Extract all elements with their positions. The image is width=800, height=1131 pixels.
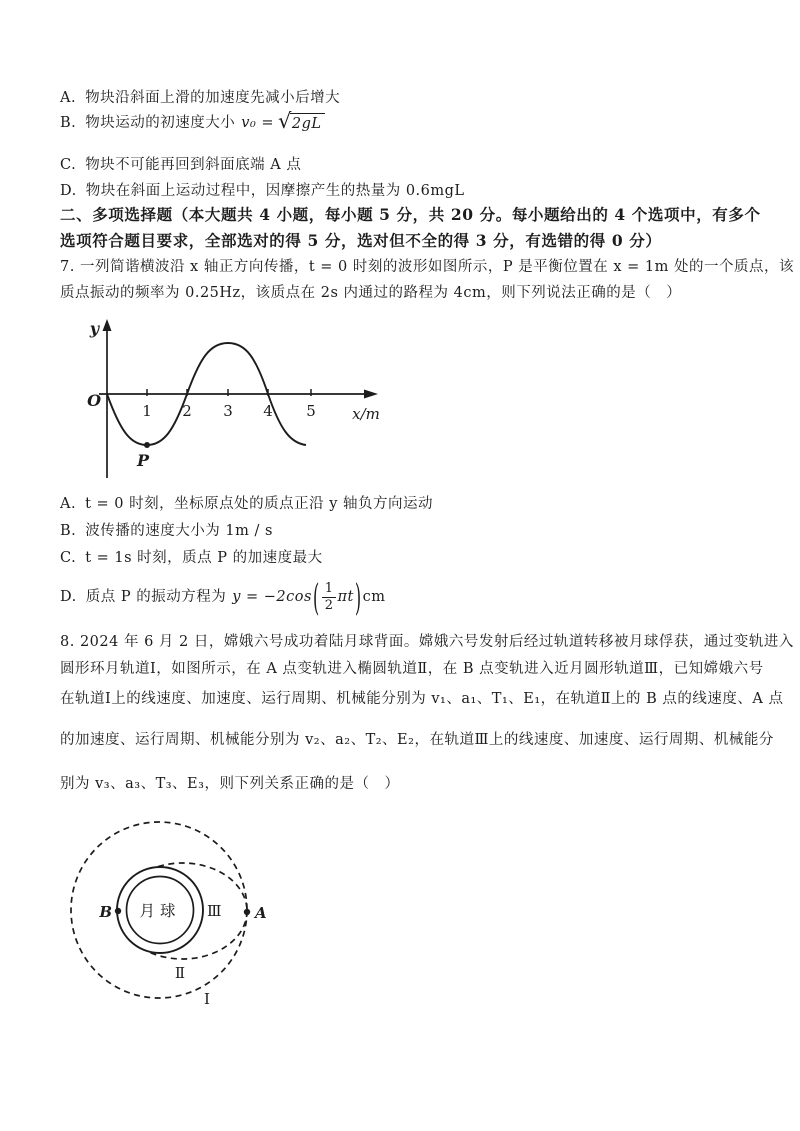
q7-option-c (60, 549, 323, 568)
option-text: 物块沿斜面上滑的加速度先减小后增大 (85, 90, 341, 106)
orbit-figure (60, 815, 275, 1015)
q7-statement-line1: 7. 一列简谐横波沿 x 轴正方向传播，t = 0 时刻的波形如图所示，P 是平衡位置在 x = 1m 处的一个质点，该 (60, 259, 794, 275)
option-text: 物块不可能再回到斜面底端 A 点 (85, 157, 302, 173)
tick-label-5: 5 (306, 402, 316, 420)
tick-label-3: 3 (223, 402, 233, 420)
prev-option-d (60, 182, 465, 201)
prev-option-a (60, 89, 340, 108)
q7-option-b (60, 522, 273, 541)
option-letter: B. (60, 523, 77, 539)
section2-heading-line1: 二、多项选择题（本大题共 4 小题，每小题 5 分，共 20 分。每小题给出的 4 个选项中，有多个 (60, 205, 761, 224)
orbit-3-label: Ⅲ (207, 902, 222, 920)
section2-heading-line2: 选项符合题目要求，全部选对的得 5 分，选对但不全的得 3 分，有选错的得 0 分） (60, 231, 662, 250)
option-text: t = 1s 时刻，质点 P 的加速度最大 (85, 550, 323, 566)
y-axis-label: y (89, 319, 99, 338)
origin-label: O (87, 391, 101, 410)
point-b-label: B (99, 903, 112, 921)
formula-arg: πt (337, 588, 354, 605)
x-axis-label: x/m (352, 405, 380, 423)
option-letter: B. (60, 115, 77, 131)
point-b-dot (115, 908, 121, 914)
option-letter: C. (60, 157, 77, 173)
wave-figure (85, 318, 385, 482)
option-text: 物块运动的初速度大小 (85, 115, 236, 131)
orbit-1-label: Ⅰ (204, 990, 210, 1008)
point-p-dot (144, 442, 150, 448)
fraction-numerator: 1 (322, 582, 337, 598)
point-a-label: A (255, 904, 267, 922)
option-text: 波传播的速度大小为 1m / s (85, 523, 273, 539)
q8-statement-line2: 圆形环月轨道Ⅰ，如图所示，在 A 点变轨进入椭圆轨道Ⅱ，在 B 点变轨进入近月圆形轨道Ⅲ，已知嫦娥六号 (60, 661, 764, 677)
close-paren: ) (354, 575, 362, 619)
q8-statement-line3: 在轨道Ⅰ上的线速度、加速度、运行周期、机械能分别为 v₁、a₁、T₁、E₁，在轨道Ⅱ上的 B 点的线速度、A 点 (60, 691, 784, 707)
tick-label-1: 1 (142, 402, 152, 420)
option-text: 质点 P 的振动方程为 (85, 588, 227, 605)
q7-option-d (60, 576, 385, 618)
option-text: t = 0 时刻，坐标原点处的质点正沿 y 轴负方向运动 (85, 496, 434, 512)
option-letter: C. (60, 550, 77, 566)
radicand: 2gL (290, 113, 325, 134)
q8-statement-line4: 的加速度、运行周期、机械能分别为 v₂、a₂、T₂、E₂，在轨道Ⅲ上的线速度、加速度、运行周期、机械能分 (60, 732, 774, 748)
q8-statement-line1: 8. 2024 年 6 月 2 日，嫦娥六号成功着陆月球背面。嫦娥六号发射后经过轨道转移被月球俘获，通过变轨进入 (60, 634, 794, 650)
x-axis-arrow (364, 390, 378, 399)
tick-label-4: 4 (263, 402, 273, 420)
option-letter: D. (60, 588, 77, 605)
option-letter: A. (60, 90, 77, 106)
option-letter: D. (60, 183, 77, 199)
fraction-denominator: 2 (324, 597, 334, 613)
tick-label-2: 2 (182, 402, 192, 420)
formula-unit: cm (362, 588, 386, 605)
moon-label: 月球 (139, 902, 181, 920)
sqrt-formula (278, 109, 325, 134)
q7-statement-line2: 质点振动的频率为 0.25Hz，该质点在 2s 内通过的路程为 4cm，则下列说法正确的是（ ） (60, 285, 682, 301)
prev-option-c (60, 156, 301, 175)
fraction-half (322, 582, 337, 612)
formula-v0: v₀ = (241, 115, 275, 131)
point-p-label: P (136, 451, 150, 470)
formula-lhs: y = −2cos (232, 588, 312, 605)
radical-sign: √ (278, 109, 292, 133)
y-axis-arrow (103, 319, 112, 331)
q7-option-a (60, 495, 433, 514)
option-text: 物块在斜面上运动过程中，因摩擦产生的热量为 0.6mgL (85, 183, 465, 199)
open-paren: ( (312, 575, 320, 619)
prev-option-b (60, 109, 325, 134)
q8-statement-line5: 别为 v₃、a₃、T₃、E₃，则下列关系正确的是（ ） (60, 776, 400, 792)
option-letter: A. (60, 496, 77, 512)
point-a-dot (244, 909, 250, 915)
orbit-2-label: Ⅱ (174, 964, 186, 982)
